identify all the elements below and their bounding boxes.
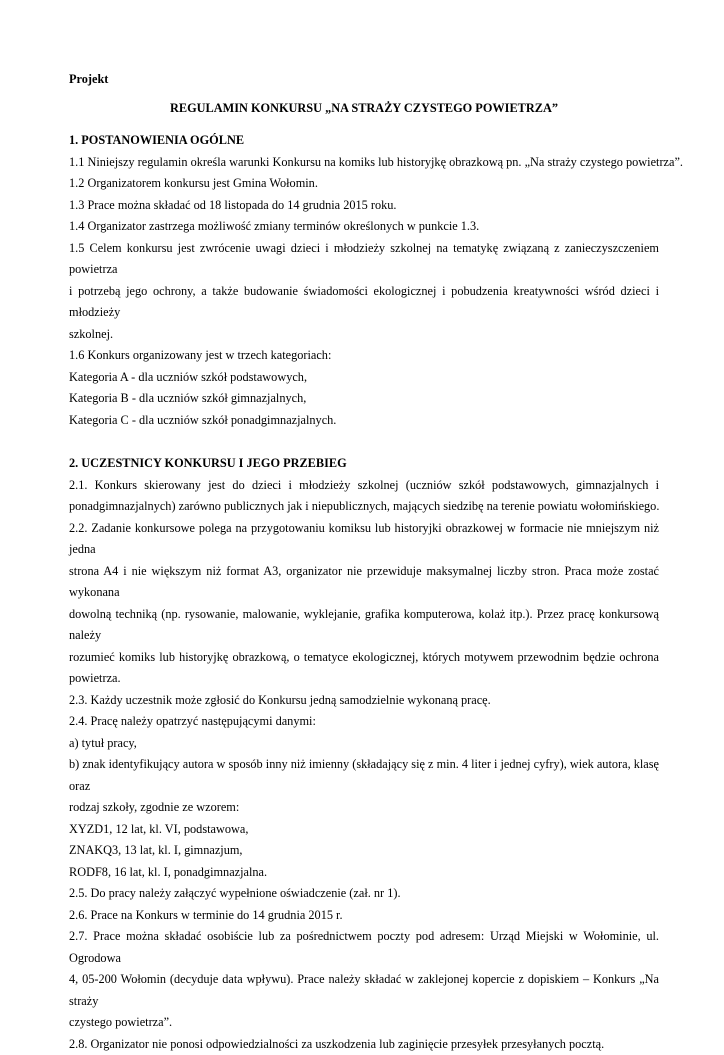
paragraph-2-1-line-2: ponadgimnazjalnych) zarówno publicznych jak i niepublicznych, mających siedzibę na terenie powiatu wołomińskiego. bbox=[69, 496, 659, 518]
paragraph-2-6: 2.6. Prace na Konkurs w terminie do 14 grudnia 2015 r. bbox=[69, 905, 659, 927]
paragraph-1-3: 1.3 Prace można składać od 18 listopada do 14 grudnia 2015 roku. bbox=[69, 195, 659, 217]
item-a: a) tytuł pracy, bbox=[69, 733, 659, 755]
section-1-heading: 1. POSTANOWIENIA OGÓLNE bbox=[69, 130, 659, 152]
example-3: RODF8, 16 lat, kl. I, ponadgimnazjalna. bbox=[69, 862, 659, 884]
category-c: Kategoria C - dla uczniów szkół ponadgimnazjalnych. bbox=[69, 410, 659, 432]
project-label: Projekt bbox=[69, 69, 659, 91]
item-b-line-2: rodzaj szkoły, zgodnie ze wzorem: bbox=[69, 797, 659, 819]
item-b-line-1: b) znak identyfikujący autora w sposób inny niż imienny (składający się z min. 4 liter i jednej cyfry), wiek autora, klasę oraz bbox=[69, 754, 659, 797]
document-title: REGULAMIN KONKURSU „NA STRAŻY CZYSTEGO POWIETRZA” bbox=[69, 98, 659, 120]
paragraph-2-7-line-1: 2.7. Prace można składać osobiście lub za pośrednictwem poczty pod adresem: Urząd Miejski w Wołominie, ul. Ogrodowa bbox=[69, 926, 659, 969]
paragraph-2-2-line-4: rozumieć komiks lub historyjkę obrazkową, o tematyce ekologicznej, których motywem przewodnim będzie ochrona bbox=[69, 647, 659, 669]
example-2: ZNAKQ3, 13 lat, kl. I, gimnazjum, bbox=[69, 840, 659, 862]
paragraph-2-7-line-2: 4, 05-200 Wołomin (decyduje data wpływu). Prace należy składać w zaklejonej kopercie z dopiskiem – Konkurs „Na straży bbox=[69, 969, 659, 1012]
paragraph-2-2-line-5: powietrza. bbox=[69, 668, 659, 690]
paragraph-2-2-line-3: dowolną techniką (np. rysowanie, malowanie, wyklejanie, grafika komputerowa, kolaż itp.). Przez pracę konkursową należy bbox=[69, 604, 659, 647]
paragraph-1-1: 1.1 Niniejszy regulamin określa warunki Konkursu na komiks lub historyjkę obrazkową pn. „Na straży czystego powietrza”. bbox=[69, 152, 659, 174]
paragraph-1-2: 1.2 Organizatorem konkursu jest Gmina Wołomin. bbox=[69, 173, 659, 195]
category-a: Kategoria A - dla uczniów szkół podstawowych, bbox=[69, 367, 659, 389]
paragraph-2-8: 2.8. Organizator nie ponosi odpowiedzialności za uszkodzenia lub zaginięcie przesyłek przesyłanych pocztą. bbox=[69, 1034, 659, 1055]
paragraph-2-5: 2.5. Do pracy należy załączyć wypełnione oświadczenie (zał. nr 1). bbox=[69, 883, 659, 905]
paragraph-2-2-line-2: strona A4 i nie większym niż format A3, organizator nie przewiduje maksymalnej liczby stron. Praca może zostać wykonana bbox=[69, 561, 659, 604]
paragraph-1-6: 1.6 Konkurs organizowany jest w trzech kategoriach: bbox=[69, 345, 659, 367]
paragraph-2-1-line-1: 2.1. Konkurs skierowany jest do dzieci i młodzieży szkolnej (uczniów szkół podstawowych, gimnazjalnych i bbox=[69, 475, 659, 497]
document-body bbox=[69, 69, 659, 1055]
paragraph-2-7-line-3: czystego powietrza”. bbox=[69, 1012, 659, 1034]
paragraph-2-4: 2.4. Pracę należy opatrzyć następującymi danymi: bbox=[69, 711, 659, 733]
paragraph-2-3: 2.3. Każdy uczestnik może zgłosić do Konkursu jedną samodzielnie wykonaną pracę. bbox=[69, 690, 659, 712]
paragraph-1-4: 1.4 Organizator zastrzega możliwość zmiany terminów określonych w punkcie 1.3. bbox=[69, 216, 659, 238]
section-spacer bbox=[69, 431, 659, 451]
paragraph-2-2-line-1: 2.2. Zadanie konkursowe polega na przygotowaniu komiksu lub historyjki obrazkowej w formacie nie mniejszym niż jedna bbox=[69, 518, 659, 561]
section-2-heading: 2. UCZESTNICY KONKURSU I JEGO PRZEBIEG bbox=[69, 453, 659, 475]
paragraph-1-5-line-3: szkolnej. bbox=[69, 324, 659, 346]
example-1: XYZD1, 12 lat, kl. VI, podstawowa, bbox=[69, 819, 659, 841]
paragraph-1-5-line-2: i potrzebą jego ochrony, a także budowanie świadomości ekologicznej i pobudzenia kreatywności wśród dzieci i młodzieży bbox=[69, 281, 659, 324]
category-b: Kategoria B - dla uczniów szkół gimnazjalnych, bbox=[69, 388, 659, 410]
paragraph-1-5-line-1: 1.5 Celem konkursu jest zwrócenie uwagi dzieci i młodzieży szkolnej na tematykę związaną z zanieczyszczeniem powietrza bbox=[69, 238, 659, 281]
